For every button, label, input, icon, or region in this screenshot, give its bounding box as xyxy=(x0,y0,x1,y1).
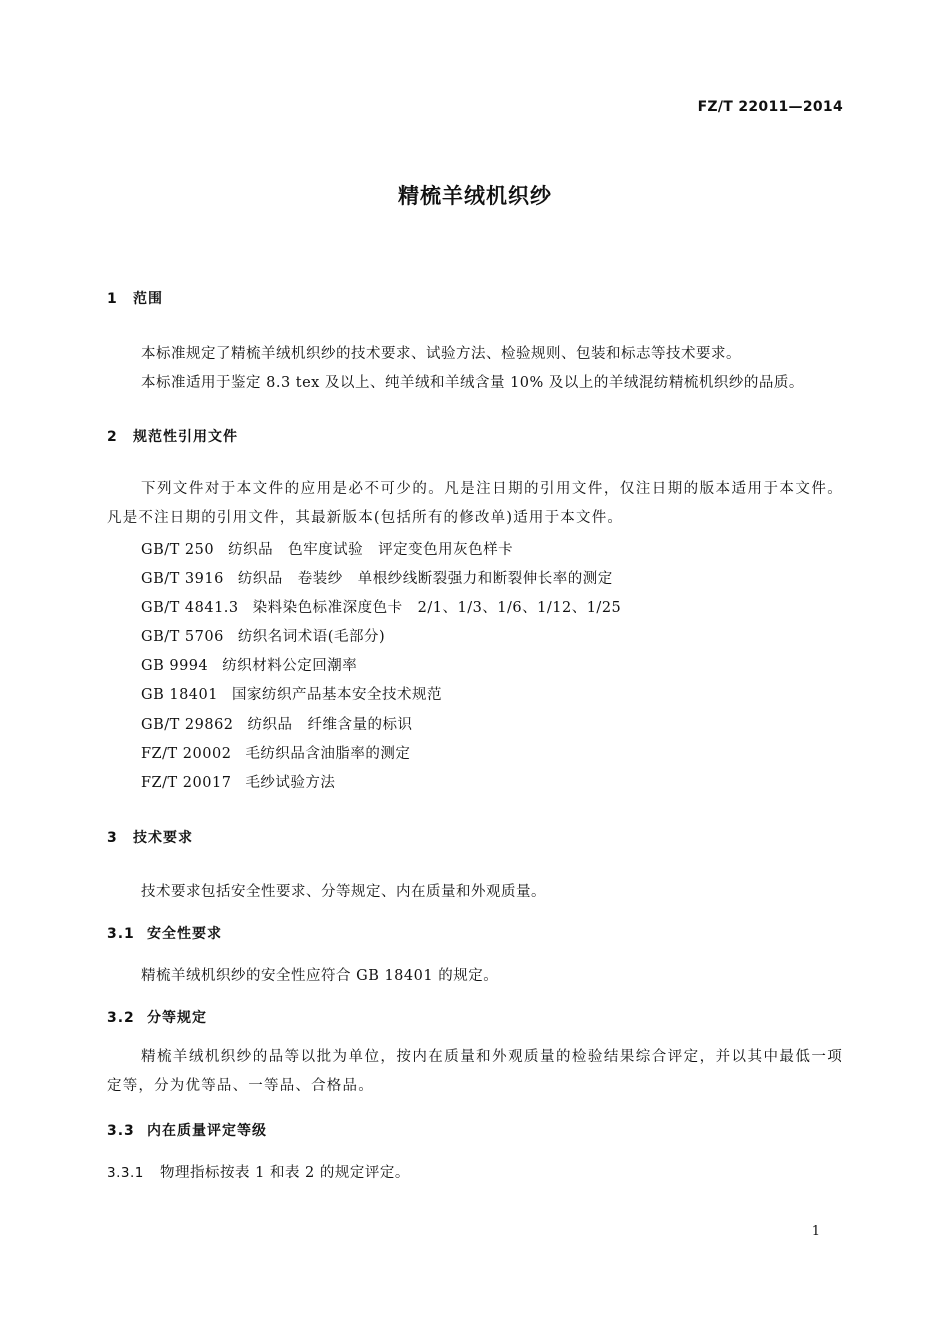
section-title: 安全性要求 xyxy=(147,926,222,942)
reference-item xyxy=(141,567,613,588)
reference-code: GB 18401 xyxy=(141,687,218,703)
section-3-3-heading xyxy=(107,1120,267,1140)
section-number: 3.1 xyxy=(107,926,135,942)
reference-code: FZ/T 20017 xyxy=(141,775,232,791)
reference-item xyxy=(141,654,357,675)
reference-item xyxy=(141,538,513,559)
paragraph: 下列文件对于本文件的应用是必不可少的。凡是注日期的引用文件，仅注日期的版本适用于本文件。凡是不注日期的引用文件，其最新版本(包括所有的修改单)适用于本文件。 xyxy=(107,481,843,526)
clause-3-3-1 xyxy=(107,1161,410,1182)
section-1-heading xyxy=(107,288,163,308)
section-title: 规范性引用文件 xyxy=(133,429,238,445)
paragraph: 本标准规定了精梳羊绒机织纱的技术要求、试验方法、检验规则、包装和标志等技术要求。 xyxy=(141,346,741,362)
section-title: 分等规定 xyxy=(147,1010,207,1026)
section-number: 3.3 xyxy=(107,1123,135,1139)
page-number: 1 xyxy=(811,1224,820,1239)
section-3-heading xyxy=(107,827,193,847)
reference-item xyxy=(141,771,335,792)
reference-code: FZ/T 20002 xyxy=(141,746,232,762)
paragraph: 精梳羊绒机织纱的品等以批为单位，按内在质量和外观质量的检验结果综合评定，并以其中最低一项定等，分为优等品、一等品、合格品。 xyxy=(107,1049,843,1094)
paragraph: 技术要求包括安全性要求、分等规定、内在质量和外观质量。 xyxy=(141,884,546,900)
reference-item xyxy=(141,742,410,763)
reference-item xyxy=(141,625,385,646)
reference-title: 纺织品 卷装纱 单根纱线断裂强力和断裂伸长率的测定 xyxy=(237,571,613,587)
reference-item xyxy=(141,596,621,617)
reference-title: 纺织品 色牢度试验 评定变色用灰色样卡 xyxy=(228,542,514,558)
reference-item xyxy=(141,713,413,734)
reference-code: GB/T 3916 xyxy=(141,571,224,587)
section-number: 2 xyxy=(107,429,118,445)
section-3-1-heading xyxy=(107,923,222,943)
section-number: 1 xyxy=(107,291,118,307)
reference-title: 纺织材料公定回潮率 xyxy=(222,658,358,674)
section-number: 3.2 xyxy=(107,1010,135,1026)
reference-code: GB/T 4841.3 xyxy=(141,600,239,616)
paragraph: 本标准适用于鉴定 8.3 tex 及以上、纯羊绒和羊绒含量 10% 及以上的羊绒混纺精梳机织纱的品质。 xyxy=(141,375,804,391)
section-title: 技术要求 xyxy=(133,830,193,846)
reference-code: GB/T 5706 xyxy=(141,629,224,645)
section-title: 范围 xyxy=(133,291,163,307)
reference-title: 毛纱试验方法 xyxy=(245,775,336,791)
paragraph: 精梳羊绒机织纱的安全性应符合 GB 18401 的规定。 xyxy=(141,968,499,984)
reference-title: 染料染色标准深度色卡 2/1、1/3、1/6、1/12、1/25 xyxy=(252,600,622,616)
reference-code: GB/T 29862 xyxy=(141,717,234,733)
reference-title: 毛纺织品含油脂率的测定 xyxy=(245,746,411,762)
reference-item xyxy=(141,683,442,704)
section-title: 内在质量评定等级 xyxy=(147,1123,267,1139)
reference-title: 纺织名词术语(毛部分) xyxy=(237,629,386,645)
reference-title: 纺织品 纤维含量的标识 xyxy=(247,717,413,733)
document-title: 精梳羊绒机织纱 xyxy=(398,184,552,208)
reference-code: GB/T 250 xyxy=(141,542,215,558)
standard-number: FZ/T 22011—2014 xyxy=(697,99,843,115)
reference-code: GB 9994 xyxy=(141,658,209,674)
reference-title: 国家纺织产品基本安全技术规范 xyxy=(231,687,442,703)
section-3-2-heading xyxy=(107,1007,207,1027)
clause-number: 3.3.1 xyxy=(107,1165,144,1181)
clause-text: 物理指标按表 1 和表 2 的规定评定。 xyxy=(160,1165,410,1181)
section-number: 3 xyxy=(107,830,118,846)
section-2-heading xyxy=(107,426,238,446)
